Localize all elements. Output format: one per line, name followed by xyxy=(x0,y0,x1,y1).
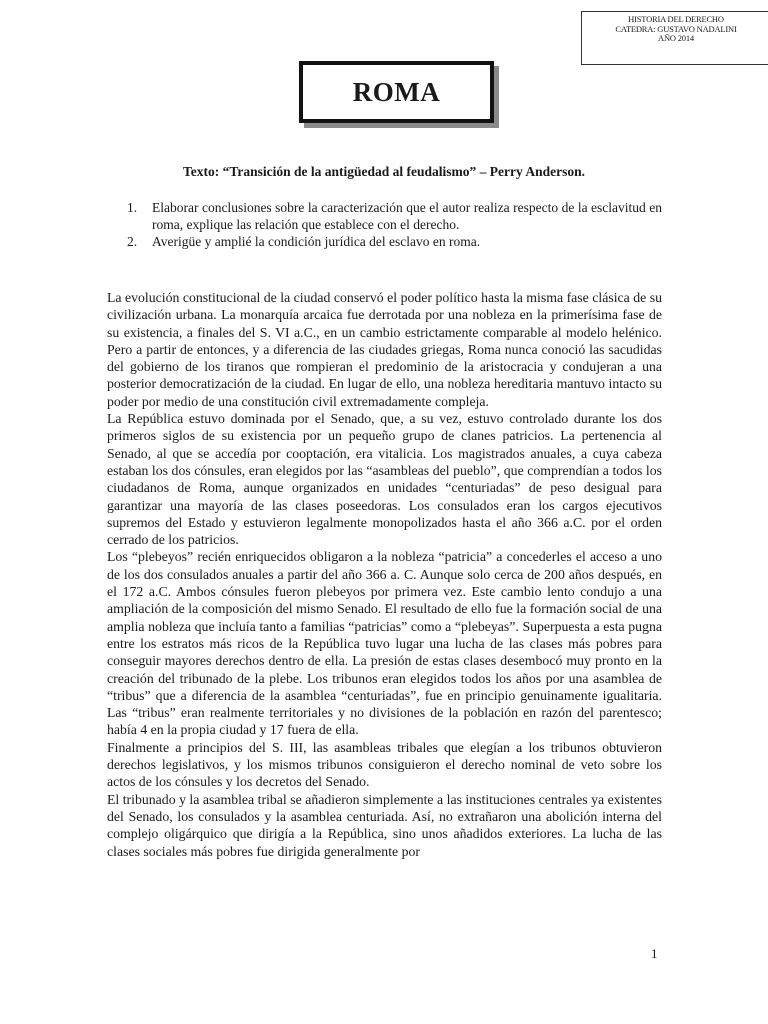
task-number: 2. xyxy=(127,234,138,249)
paragraph: El tribunado y la asamblea tribal se añadieron simplemente a las instituciones centrales ya existentes del Senado, los consulados y la asamblea centuriada. Así, no extrañaron una abolición interna del complejo oligárquico que dirigía a la República, sino unos añadidos exteriores. La lucha de las clases sociales más pobres fue dirigida generalmente por xyxy=(107,791,662,859)
paragraph: La evolución constitucional de la ciudad conservó el poder político hasta la misma fase clásica de su civilización urbana. La monarquía arcaica fue derrotada por una nobleza en la primerísima fase de su existencia, a finales del S. VI a.C., en un cambio estrictamente comparable al modelo helénico. Pero a partir de entonces, y a diferencia de las ciudades griegas, Roma nunca conoció las sacudidas del gobierno de los tiranos que rompieran el predominio de la aristocracia y condujeran a una posterior democratización de la ciudad. En lugar de ello, una nobleza hereditaria mantuvo intacto su poder por medio de una constitución civil extremadamente compleja. xyxy=(107,290,662,409)
course-info-box xyxy=(581,11,768,65)
course-year: AÑO 2014 xyxy=(658,33,694,43)
page-title: ROMA xyxy=(352,76,441,107)
task-list xyxy=(127,199,662,250)
task-item xyxy=(127,233,662,250)
page-number: 1 xyxy=(651,946,658,961)
reading-reference: Texto: “Transición de la antigüedad al feudalismo” – Perry Anderson. xyxy=(182,164,586,179)
task-number: 1. xyxy=(127,200,138,215)
body-text xyxy=(107,289,662,860)
task-item xyxy=(127,199,662,233)
page-title-box xyxy=(299,61,494,123)
task-text: Averigüe y amplié la condición jurídica del esclavo en roma. xyxy=(152,234,481,249)
paragraph: Finalmente a principios del S. III, las asambleas tribales que elegían a los tribunos obtuvieron derechos legislativos, y los mismos tribunos consiguieron el derecho nominal de veto sobre los actos de los cónsules y los decretos del Senado. xyxy=(107,739,662,790)
task-text: Elaborar conclusiones sobre la caracterización que el autor realiza respecto de la esclavitud en roma, explique las relación que establece con el derecho. xyxy=(152,200,662,232)
paragraph: La República estuvo dominada por el Senado, que, a su vez, estuvo controlado durante los dos primeros siglos de su existencia por un pequeño grupo de clanes patricios. La pertenencia al Senado, al que se accedía por cooptación, era vitalicia. Los magistrados anuales, a cuya cabeza estaban los dos cónsules, eran elegidos por las “asambleas del pueblo”, que comprendían a todos los ciudadanos de Roma, aunque organizados en unidades “centuriadas” de peso desigual para garantizar una mayoría de las clases poseedoras. Los consulados eran los cargos ejecutivos supremos del Estado y estuvieron legalmente monopolizados hasta el año 366 a.C. por el orden cerrado de los patricios. xyxy=(107,411,662,548)
course-name: HISTORIA DEL DERECHO xyxy=(628,14,724,24)
paragraph: Los “plebeyos” recién enriquecidos obligaron a la nobleza “patricia” a concederles el acceso a uno de los dos consulados anuales a partir del año 366 a. C. Aunque solo cerca de 200 años después, en el 172 a.C. Ambos cónsules fueron plebeyos por primera vez. Este cambio lento condujo a una ampliación de la composición del mismo Senado. El resultado de ello fue la formación social de una amplia nobleza que incluía tanto a familias “patricias” como a “plebeyas”. Superpuesta a esta pugna entre los estratos más ricos de la República tuvo lugar una lucha de las clases más pobres para conseguir mayores derechos dentro de ella. La presión de estas clases desembocó muy pronto en la creación del tribunado de la plebe. Los tribunos eran elegidos todos los años por una asamblea de “tribus” que a diferencia de la asamblea “centuriadas”, fue en principio genuinamente igualitaria. Las “tribus” eran realmente territoriales y no divisiones de la población en razón del parentesco; había 4 en la propia ciudad y 17 fuera de ella. xyxy=(107,549,662,738)
professor-name: CATEDRA: GUSTAVO NADALINI xyxy=(615,23,737,34)
